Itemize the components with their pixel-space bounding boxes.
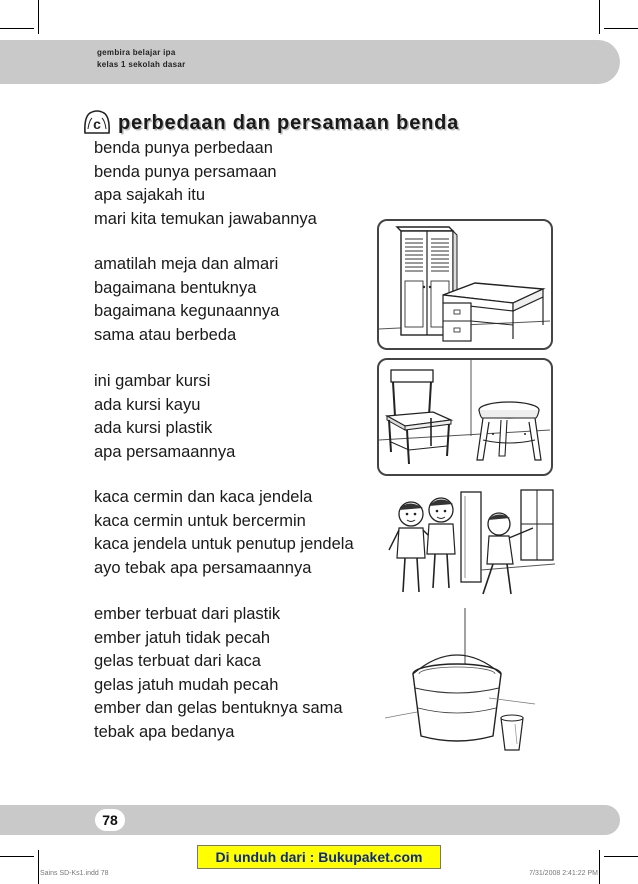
poem-line: sama atau berbeda — [94, 325, 237, 344]
poem-line: ayo tebak apa persamaannya — [94, 558, 312, 577]
poem-line: gelas terbuat dari kaca — [94, 652, 261, 670]
poem-line: apa persamaannya — [94, 442, 236, 461]
stanza-glass — [94, 486, 354, 580]
bucket-glass-drawing — [385, 608, 555, 758]
cupboard-desk-frame — [377, 219, 553, 350]
poem-line: kaca cermin untuk bercermin — [94, 511, 306, 530]
crop-mark — [0, 28, 34, 29]
file-slug: Sains SD-Ks1.indd 78 — [40, 870, 109, 877]
section-badge-icon — [82, 107, 112, 137]
page-number: 78 — [95, 809, 125, 831]
poem-line: ember jatuh tidak pecah — [94, 628, 271, 647]
crop-mark — [0, 856, 34, 857]
poem-line: kaca jendela untuk penutup jendela — [94, 535, 354, 553]
poem-line: ada kursi plastik — [94, 419, 213, 437]
poem-line: bagaimana bentuknya — [94, 278, 257, 297]
poem-line: tebak apa bedanya — [94, 722, 235, 741]
header-book-title: gembira belajar ipa — [97, 48, 176, 57]
print-timestamp: 7/31/2008 2:41:22 PM — [529, 870, 598, 877]
crop-mark — [604, 856, 638, 857]
download-source-banner[interactable]: Di unduh dari : Bukupaket.com — [197, 845, 441, 869]
kids-mirror-window-illustration — [383, 484, 555, 602]
poem-line: benda punya persamaan — [94, 162, 277, 181]
footer-band — [0, 805, 620, 835]
poem-line: ini gambar kursi — [94, 372, 211, 390]
poem-line: ember dan gelas bentuknya sama — [94, 699, 343, 717]
poem-line: kaca cermin dan kaca jendela — [94, 488, 313, 506]
section-title: perbedaan dan persamaan benda — [118, 112, 460, 134]
poem-line: bagaimana kegunaannya — [94, 302, 280, 320]
cupboard-desk-illustration — [379, 221, 550, 347]
kids-drawing — [383, 484, 555, 602]
poem-line: ember terbuat dari plastik — [94, 605, 281, 623]
poem-line: ada kursi kayu — [94, 395, 201, 414]
stanza-chairs — [94, 370, 235, 464]
crop-mark — [38, 850, 39, 884]
poem-line: mari kita temukan jawabannya — [94, 209, 317, 228]
crop-mark — [604, 28, 638, 29]
crop-mark — [599, 0, 600, 34]
bucket-glass-illustration — [385, 608, 555, 758]
poem-line: benda punya perbedaan — [94, 139, 273, 157]
stanza-intro — [94, 137, 317, 231]
stanza-table-cupboard — [94, 253, 279, 347]
chairs-frame — [377, 358, 553, 476]
header-band — [0, 40, 620, 84]
poem-line: amatilah meja dan almari — [94, 255, 279, 273]
poem-line: apa sajakah itu — [94, 186, 205, 204]
chairs-illustration — [379, 360, 550, 473]
stanza-bucket-glass — [94, 603, 343, 744]
crop-mark — [599, 850, 600, 884]
header-grade: kelas 1 sekolah dasar — [97, 60, 186, 69]
crop-mark — [38, 0, 39, 34]
section-badge-letter: c — [93, 116, 101, 132]
poem-line: gelas jatuh mudah pecah — [94, 675, 279, 694]
